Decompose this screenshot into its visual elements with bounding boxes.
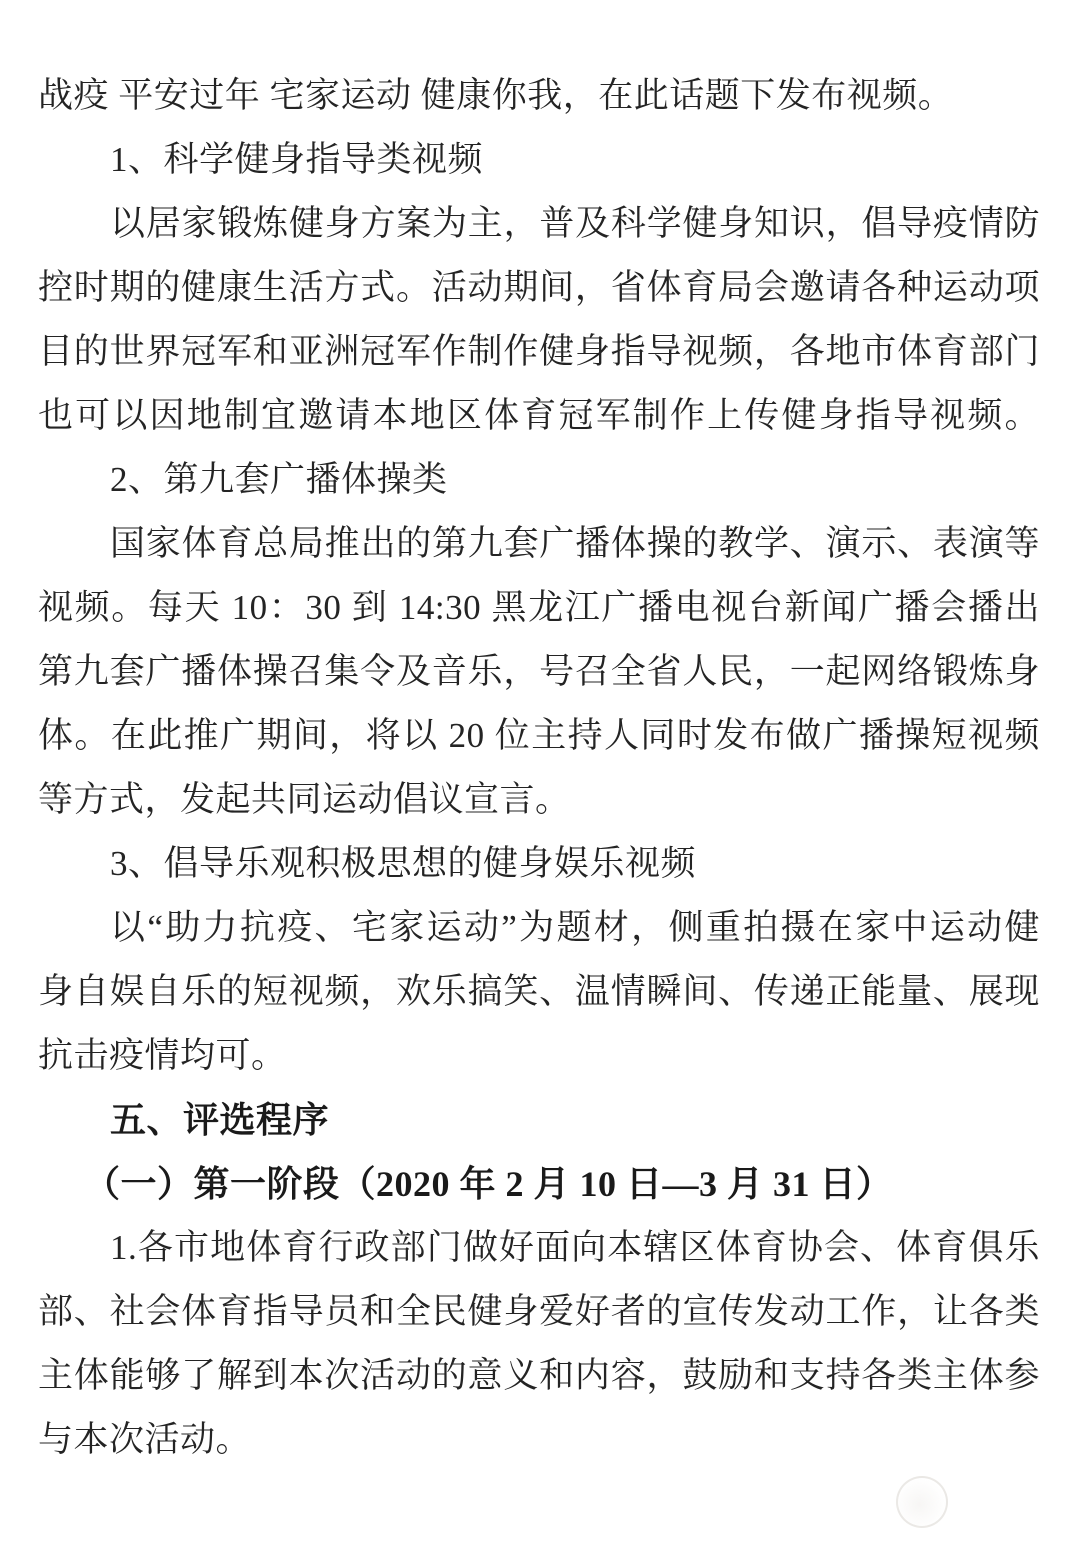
item-2-heading: 2、第九套广播体操类 <box>110 460 448 499</box>
paragraph-line: 视频。每天 10：30 到 14:30 黑龙江广播电视台新闻广播会播出 <box>38 588 1040 627</box>
paragraph-line: 国家体育总局推出的第九套广播体操的教学、演示、表演等 <box>110 524 1040 563</box>
paragraph-line: 抗击疫情均可。 <box>38 1036 287 1075</box>
paragraph-line: 也可以因地制宜邀请本地区体育冠军制作上传健身指导视频。 <box>38 396 1040 435</box>
paragraph-line: 第九套广播体操召集令及音乐，号召全省人民，一起网络锻炼身 <box>38 652 1040 691</box>
paragraph-line: 与本次活动。 <box>38 1420 252 1459</box>
section-5-heading: 五、评选程序 <box>110 1099 330 1140</box>
faint-stamp-watermark <box>896 1476 948 1528</box>
paragraph-line: 以居家锻炼健身方案为主，普及科学健身知识，倡导疫情防 <box>110 204 1040 243</box>
paragraph-line: 控时期的健康生活方式。活动期间，省体育局会邀请各种运动项 <box>38 268 1040 307</box>
paragraph-line: 以“助力抗疫、宅家运动”为题材，侧重拍摄在家中运动健 <box>110 908 1040 947</box>
paragraph-line: 身自娱自乐的短视频，欢乐搞笑、温情瞬间、传递正能量、展现 <box>38 972 1040 1011</box>
paragraph-line: 战疫 平安过年 宅家运动 健康你我，在此话题下发布视频。 <box>38 76 954 115</box>
item-1-heading: 1、科学健身指导类视频 <box>110 140 484 179</box>
stage-1-subheading: （一）第一阶段（2020 年 2 月 10 日—3 月 31 日） <box>84 1164 893 1204</box>
paragraph-line: 1.各市地体育行政部门做好面向本辖区体育协会、体育俱乐 <box>110 1228 1040 1267</box>
paragraph-line: 目的世界冠军和亚洲冠军作制作健身指导视频，各地市体育部门 <box>38 332 1040 371</box>
paragraph-line: 等方式，发起共同运动倡议宣言。 <box>38 780 571 819</box>
paragraph-line: 主体能够了解到本次活动的意义和内容，鼓励和支持各类主体参 <box>38 1356 1040 1395</box>
paragraph-line: 部、社会体育指导员和全民健身爱好者的宣传发动工作，让各类 <box>38 1292 1040 1331</box>
item-3-heading: 3、倡导乐观积极思想的健身娱乐视频 <box>110 844 697 883</box>
paragraph-line: 体。在此推广期间，将以 20 位主持人同时发布做广播操短视频 <box>38 716 1040 755</box>
